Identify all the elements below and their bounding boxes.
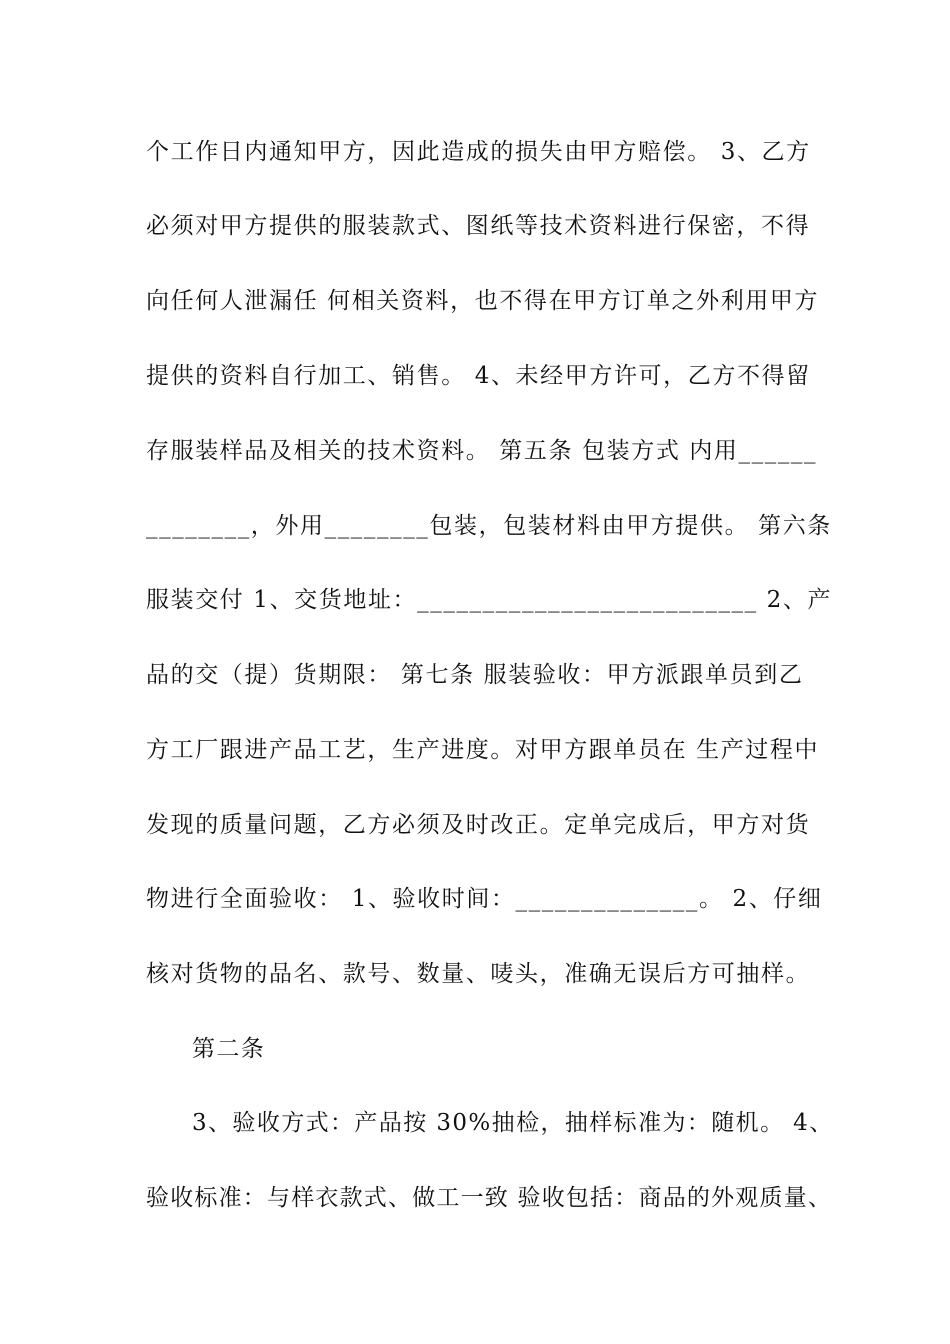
- text-line: 3、验收方式：产品按 30%抽检，抽样标准为：随机。 4、: [192, 1110, 834, 1136]
- text-line: 发现的质量问题，乙方必须及时改正。定单完成后，甲方对货: [146, 812, 811, 838]
- text-line: 个工作日内通知甲方，因此造成的损失由甲方赔偿。 3、乙方: [146, 139, 811, 165]
- text-line: 物进行全面验收： 1、验收时间：______________。 2、仔细: [146, 886, 823, 912]
- text-line: ________，外用________包装，包装材料由甲方提供。 第六条: [146, 513, 832, 539]
- text-line: 存服装样品及相关的技术资料。 第五条 包装方式 内用______: [146, 438, 818, 464]
- text-line: 提供的资料自行加工、销售。 4、未经甲方许可，乙方不得留: [146, 363, 811, 389]
- section-heading: 第二条: [192, 1036, 266, 1062]
- text-line: 必须对甲方提供的服装款式、图纸等技术资料进行保密，不得: [146, 213, 811, 239]
- text-line: 向任何人泄漏任 何相关资料，也不得在甲方订单之外利用甲方: [146, 288, 820, 314]
- text-line: 验收标准：与样衣款式、做工一致 验收包括：商品的外观质量、: [146, 1185, 833, 1211]
- text-line: 方工厂跟进产品工艺，生产进度。对甲方跟单员在 生产过程中: [146, 737, 820, 763]
- text-line: 服装交付 1、交货地址：__________________________ 2、产: [146, 587, 833, 613]
- text-line: 核对货物的品名、款号、数量、唛头，准确无误后方可抽样。: [146, 961, 811, 987]
- text-line: 品的交（提）货期限： 第七条 服装验收：甲方派跟单员到乙: [146, 662, 804, 688]
